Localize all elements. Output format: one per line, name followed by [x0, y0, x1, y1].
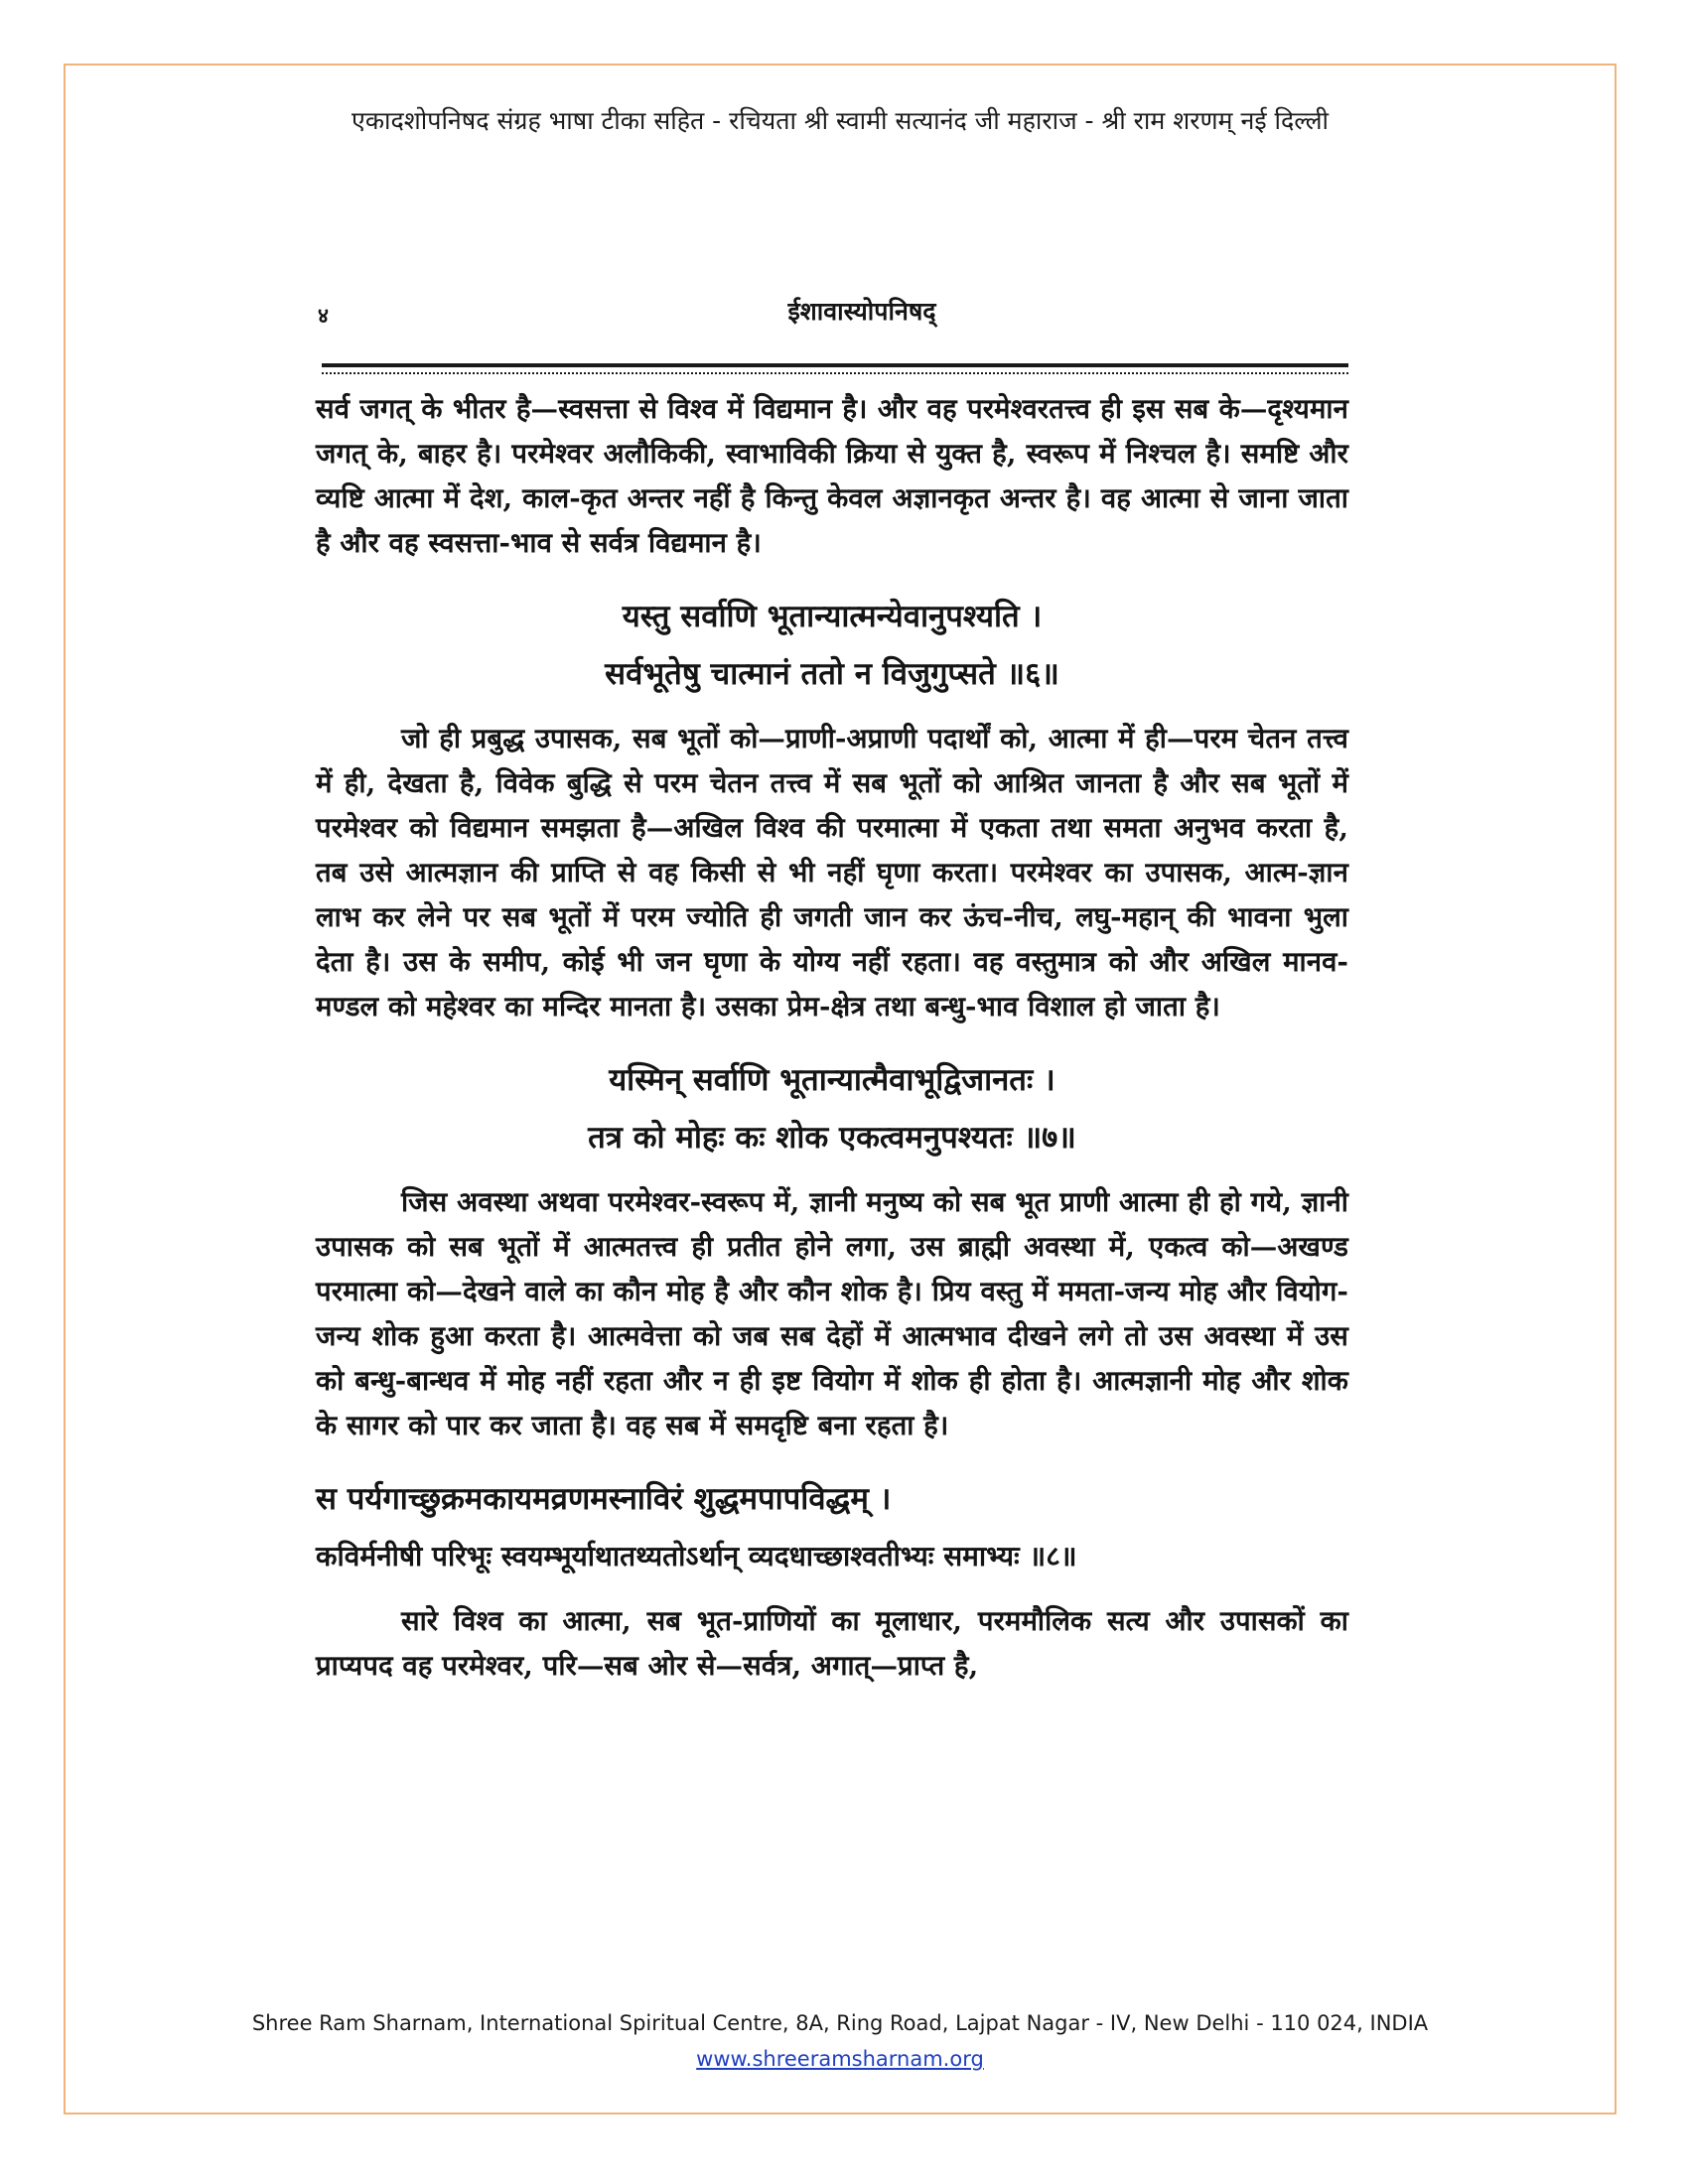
- header-rule: [316, 363, 1348, 377]
- verse-6-line-1: यस्तु सर्वाणि भूतान्यात्मन्येवानुपश्यति ।: [622, 599, 1043, 634]
- footer-address: Shree Ram Sharnam, International Spiritual Centre, 8A, Ring Road, Lajpat Nagar - IV, New Delhi - 110 024, INDIA: [251, 2011, 1429, 2035]
- verse-7-line-2: तत्र को मोहः कः शोक एकत्वमनुपश्यतः ॥७॥: [588, 1120, 1076, 1156]
- document-header: एकादशोपनिषद संग्रह भाषा टीका सहित - रचियता श्री स्वामी सत्यानंद जी महाराज - श्री राम शरणम् नई दिल्ली: [352, 106, 1329, 135]
- header-rule-dotted: [322, 372, 1348, 374]
- verse-6: [316, 588, 1348, 703]
- verse-8-line-2: कविर्मनीषी परिभूः स्वयम्भूर्याथातथ्यतोऽर्थान् व्यदधाच्छाश्वतीभ्यः समाभ्यः ॥८॥: [316, 1540, 1077, 1572]
- verse-7: [316, 1051, 1348, 1166]
- header-rule-thick: [322, 363, 1348, 367]
- commentary-paragraph-4: सारे विश्व का आत्मा, सब भूत-प्राणियों का मूलाधार, परममौलिक सत्य और उपासकों का प्राप्यपद वह परमेश्वर, परि—सब ओर से—सर्वत्र, अगात्—प्राप्त है,: [316, 1605, 1348, 1682]
- running-head: [316, 290, 1348, 334]
- verse-7-line-1: यस्मिन् सर्वाणि भूतान्यात्मैवाभूद्विजानतः ।: [609, 1062, 1055, 1098]
- verse-8: [316, 1470, 1348, 1585]
- website-link[interactable]: www.shreeramsharnam.org: [696, 2047, 984, 2071]
- verse-6-line-2: सर्वभूतेषु चात्मानं ततो न विजुगुप्सते ॥६॥: [605, 656, 1059, 692]
- verse-8-line-1: स पर्यगाच्छुक्रमकायमव्रणमस्नाविरं शुद्धमपापविद्धम् ।: [316, 1481, 892, 1517]
- commentary-paragraph-2: जो ही प्रबुद्ध उपासक, सब भूतों को—प्राणी-अप्राणी पदार्थों को, आत्मा में ही—परम चेतन तत्त्व में ही, देखता है, विवेक बुद्धि से परम चेतन तत्त्व में सब भूतों को आश्रित जानता है और सब भूतों में परमेश्वर को विद्यमान समझता है—अखिल विश्व की परमात्मा में एकता तथा समता अनुभव करता है, तब उसे आत्मज्ञान की प्राप्ति से वह किसी से भी नहीं घृणा करता। परमेश्वर का उपासक, आत्म-ज्ञान लाभ कर लेने पर सब भूतों में परम ज्योति ही जगती जान कर ऊंच-नीच, लघु-महान् की भावना भुला देता है। उस के समीप, कोई भी जन घृणा के योग्य नहीं रहता। वह वस्तुमात्र को और अखिल मानव-मण्डल को महेश्वर का मन्दिर मानता है। उसका प्रेम-क्षेत्र तथा बन्धु-भाव विशाल हो जाता है।: [316, 723, 1348, 1023]
- scanned-page: [316, 290, 1348, 1938]
- commentary-paragraph-1: सर्व जगत् के भीतर है—स्वसत्ता से विश्व में विद्यमान है। और वह परमेश्वरतत्त्व ही इस सब के—दृश्यमान जगत् के, बाहर है। परमेश्वर अलौकिकी, स्वाभाविकी क्रिया से युक्त है, स्वरूप में निश्चल है। समष्टि और व्यष्टि आत्मा में देश, काल-कृत अन्तर नहीं है किन्तु केवल अज्ञानकृत अन्तर है। वह आत्मा से जाना जाता है और वह स्वसत्ता-भाव से सर्वत्र विद्यमान है।: [316, 393, 1348, 559]
- commentary-paragraph-3: जिस अवस्था अथवा परमेश्वर-स्वरूप में, ज्ञानी मनुष्य को सब भूत प्राणी आत्मा ही हो गये, ज्ञानी उपासक को सब भूतों में आत्मतत्त्व ही प्रतीत होने लगा, उस ब्राह्मी अवस्था में, एकत्व को—अखण्ड परमात्मा को—देखने वाले का कौन मोह है और कौन शोक है। प्रिय वस्तु में ममता-जन्य मोह और वियोग-जन्य शोक हुआ करता है। आत्मवेत्ता को जब सब देहों में आत्मभाव दीखने लगे तो उस अवस्था में उस को बन्धु-बान्धव में मोह नहीं रहता और न ही इष्ट वियोग में शोक ही होता है। आत्मज्ञानी मोह और शोक के सागर को पार कर जाता है। वह सब में समदृष्टि बना रहता है।: [316, 1186, 1348, 1441]
- page-number: ४: [318, 303, 329, 328]
- running-title: ईशावास्योपनिषद्: [787, 297, 936, 326]
